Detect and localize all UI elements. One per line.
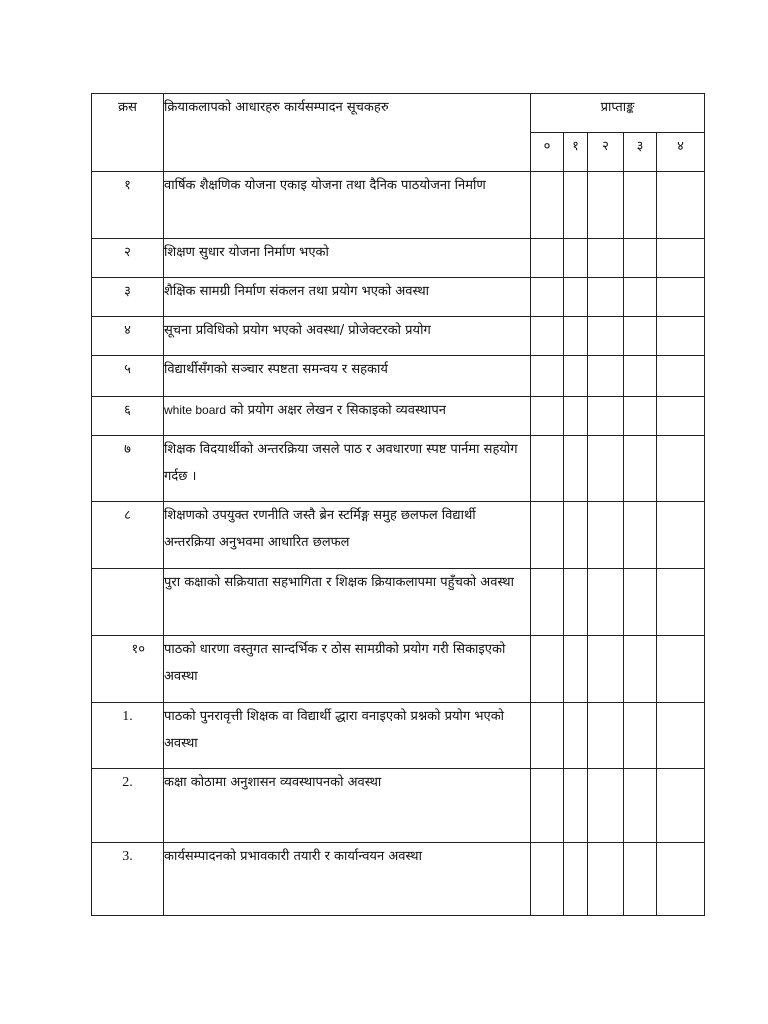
row-sn: 3. [92, 843, 164, 916]
score-cell[interactable] [588, 239, 624, 278]
row-text: कार्यसम्पादनको प्रभावकारी तयारी र कार्यान्वयन अवस्था [164, 843, 531, 916]
score-cell[interactable] [657, 278, 705, 317]
score-cell[interactable] [564, 356, 588, 397]
score-cell[interactable] [624, 317, 657, 356]
row-sn: 1. [92, 703, 164, 769]
score-cell[interactable] [564, 569, 588, 636]
evaluation-table [91, 93, 705, 916]
score-cell[interactable] [624, 569, 657, 636]
score-cell[interactable] [657, 769, 705, 843]
score-cell[interactable] [624, 843, 657, 916]
score-cell[interactable] [657, 239, 705, 278]
score-cell[interactable] [531, 636, 564, 703]
score-cell[interactable] [588, 636, 624, 703]
score-cell[interactable] [657, 703, 705, 769]
row-text: शिक्षक विदयार्थीको अन्तरक्रिया जसले पाठ र अवधारणा स्पष्ट पार्नमा सहयोग गर्दछ । [164, 436, 531, 502]
score-cell[interactable] [531, 356, 564, 397]
score-header-1: १ [564, 133, 588, 172]
score-cell[interactable] [564, 397, 588, 436]
score-cell[interactable] [564, 703, 588, 769]
row-text: वार्षिक शैक्षणिक योजना एकाइ योजना तथा दैनिक पाठयोजना निर्माण [164, 172, 531, 239]
score-cell[interactable] [564, 636, 588, 703]
table-row [92, 636, 705, 703]
header-sn: क्रस [92, 94, 164, 172]
score-cell[interactable] [624, 172, 657, 239]
score-cell[interactable] [564, 239, 588, 278]
row-text: शैक्षिक सामग्री निर्माण संकलन तथा प्रयोग भएको अवस्था [164, 278, 531, 317]
score-cell[interactable] [657, 317, 705, 356]
score-cell[interactable] [531, 172, 564, 239]
row-sn: ७ [92, 436, 164, 502]
score-cell[interactable] [531, 436, 564, 502]
score-cell[interactable] [564, 317, 588, 356]
row-sn: ८ [92, 502, 164, 569]
score-cell[interactable] [588, 356, 624, 397]
score-cell[interactable] [588, 317, 624, 356]
table-row [92, 502, 705, 569]
score-cell[interactable] [588, 436, 624, 502]
row-text: शिक्षण सुधार योजना निर्माण भएको [164, 239, 531, 278]
score-header-3: ३ [624, 133, 657, 172]
table-row [92, 172, 705, 239]
row-sn: ५ [92, 356, 164, 397]
score-cell[interactable] [531, 278, 564, 317]
score-cell[interactable] [624, 502, 657, 569]
score-cell[interactable] [564, 843, 588, 916]
score-cell[interactable] [657, 843, 705, 916]
row-text-prefix: white board [164, 403, 227, 417]
score-cell[interactable] [624, 636, 657, 703]
score-cell[interactable] [588, 502, 624, 569]
row-text: शिक्षणको उपयुक्त रणनीति जस्तै ब्रेन स्टर्मिङ्ग समुह छलफल विद्यार्थी अन्तरक्रिया अनुभवमा आधारित छलफल [164, 502, 531, 569]
row-sn: 2. [92, 769, 164, 843]
table-row [92, 703, 705, 769]
row-text: पाठको पुनरावृत्ती शिक्षक वा विद्यार्थी द्धारा वनाइएको प्रश्नको प्रयोग भएको अवस्था [164, 703, 531, 769]
score-cell[interactable] [564, 172, 588, 239]
score-cell[interactable] [531, 397, 564, 436]
table-row [92, 436, 705, 502]
header-activity: क्रियाकलापको आधारहरु कार्यसम्पादन सूचकहरु [164, 94, 531, 172]
score-cell[interactable] [564, 502, 588, 569]
table-row [92, 397, 705, 436]
score-cell[interactable] [657, 636, 705, 703]
row-text: पाठको धारणा वस्तुगत सान्दर्भिक र ठोस सामग्रीको प्रयोग गरी सिकाइएको अवस्था [164, 636, 531, 703]
score-cell[interactable] [564, 436, 588, 502]
row-text: सूचना प्रविधिको प्रयोग भएको अवस्था/ प्रोजेक्टरको प्रयोग [164, 317, 531, 356]
score-cell[interactable] [624, 239, 657, 278]
row-text: पुरा कक्षाको सक्रियाता सहभागिता र शिक्षक क्रियाकलापमा पहुँचको अवस्था [164, 569, 531, 636]
row-sn: ६ [92, 397, 164, 436]
score-cell[interactable] [657, 502, 705, 569]
score-cell[interactable] [531, 502, 564, 569]
row-sn: १० [92, 636, 164, 703]
score-cell[interactable] [588, 278, 624, 317]
score-cell[interactable] [564, 769, 588, 843]
score-cell[interactable] [588, 569, 624, 636]
score-cell[interactable] [531, 703, 564, 769]
score-cell[interactable] [588, 843, 624, 916]
score-cell[interactable] [624, 278, 657, 317]
row-sn [92, 569, 164, 636]
score-cell[interactable] [588, 703, 624, 769]
header-row [92, 94, 705, 133]
table-row [92, 356, 705, 397]
score-cell[interactable] [531, 769, 564, 843]
score-cell[interactable] [564, 278, 588, 317]
score-cell[interactable] [657, 436, 705, 502]
score-cell[interactable] [588, 769, 624, 843]
score-cell[interactable] [657, 172, 705, 239]
score-cell[interactable] [531, 569, 564, 636]
row-sn: १ [92, 172, 164, 239]
table-row [92, 569, 705, 636]
table-row [92, 317, 705, 356]
score-cell[interactable] [657, 569, 705, 636]
score-cell[interactable] [624, 397, 657, 436]
row-sn: ३ [92, 278, 164, 317]
row-text: विद्यार्थीसँगको सञ्चार स्पष्टता समन्वय र सहकार्य [164, 356, 531, 397]
row-text [164, 397, 531, 436]
score-cell[interactable] [588, 397, 624, 436]
score-cell[interactable] [531, 317, 564, 356]
score-cell[interactable] [624, 436, 657, 502]
score-header-0: ० [531, 133, 564, 172]
row-sn: २ [92, 239, 164, 278]
row-text-rest: को प्रयोग अक्षर लेखन र सिकाइको व्यवस्थापन [226, 403, 447, 418]
score-header-2: २ [588, 133, 624, 172]
score-cell[interactable] [624, 356, 657, 397]
row-text: कक्षा कोठामा अनुशासन व्यवस्थापनको अवस्था [164, 769, 531, 843]
score-cell[interactable] [531, 843, 564, 916]
score-header-4: ४ [657, 133, 705, 172]
score-cell[interactable] [531, 239, 564, 278]
score-cell[interactable] [657, 356, 705, 397]
score-cell[interactable] [624, 769, 657, 843]
table-row [92, 769, 705, 843]
table-row [92, 278, 705, 317]
score-cell[interactable] [657, 397, 705, 436]
table-row [92, 239, 705, 278]
score-cell[interactable] [624, 703, 657, 769]
score-cell[interactable] [588, 172, 624, 239]
table-row [92, 843, 705, 916]
row-sn: ४ [92, 317, 164, 356]
header-score-title: प्राप्ताङ्क [531, 94, 705, 133]
